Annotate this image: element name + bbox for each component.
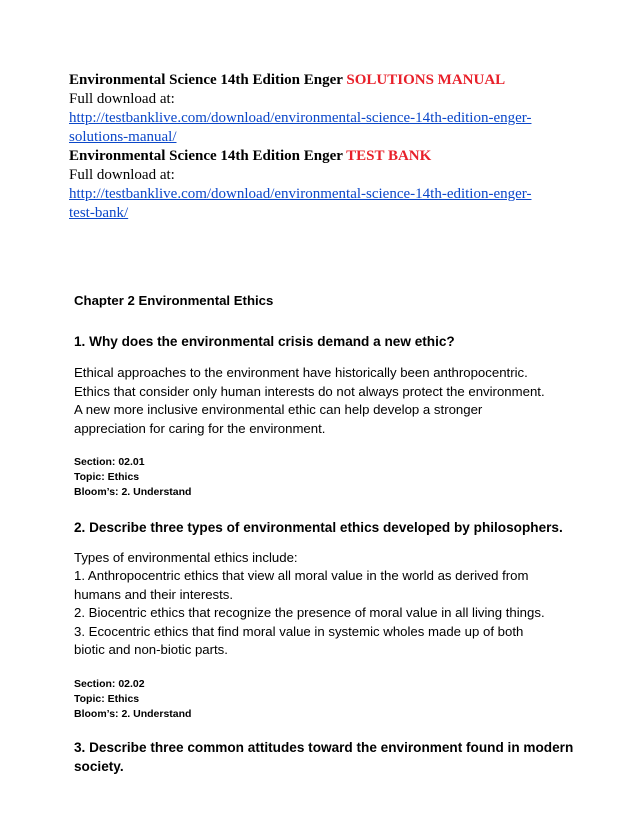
answer-line: 2. Biocentric ethics that recognize the presence of moral value in all living things. bbox=[74, 605, 545, 620]
blooms-label: Bloom’s: 2. Understand bbox=[74, 707, 192, 720]
answer-line: 3. Ecocentric ethics that find moral value in systemic wholes made up of both bbox=[74, 623, 524, 639]
question-line: society. bbox=[74, 759, 124, 774]
download-header bbox=[69, 71, 589, 223]
solutions-manual-link-line-1[interactable]: http://testbanklive.com/download/environmental-science-14th-edition-enger- bbox=[69, 110, 532, 126]
answer-1 bbox=[74, 364, 574, 438]
metadata-2 bbox=[74, 677, 574, 722]
solutions-manual-link-line-2[interactable]: solutions-manual/ bbox=[69, 129, 177, 145]
answer-line: 1. Anthropocentric ethics that view all moral value in the world as derived from bbox=[74, 568, 529, 583]
answer-line: biotic and non-biotic parts. bbox=[74, 642, 228, 657]
chapter-title: Chapter 2 Environmental Ethics bbox=[74, 293, 274, 308]
answer-line: Ethical approaches to the environment have historically been anthropocentric. bbox=[74, 365, 528, 380]
metadata-1 bbox=[74, 455, 574, 500]
answer-line: A new more inclusive environmental ethic can help develop a stronger bbox=[74, 402, 483, 417]
answer-line: appreciation for caring for the environment. bbox=[74, 420, 326, 436]
answer-line: humans and their interests. bbox=[74, 586, 234, 602]
test-bank-title bbox=[69, 147, 589, 166]
topic-label: Topic: Ethics bbox=[74, 692, 140, 705]
book-title: Environmental Science 14th Edition Enger bbox=[69, 148, 343, 164]
answer-line: Types of environmental ethics include: bbox=[74, 549, 298, 565]
test-bank-tag: TEST BANK bbox=[346, 148, 432, 164]
topic-label: Topic: Ethics bbox=[74, 471, 140, 483]
question-3 bbox=[74, 738, 574, 777]
book-title: Environmental Science 14th Edition Enger bbox=[69, 72, 343, 88]
question-line: 3. Describe three common attitudes toward the environment found in modern bbox=[74, 739, 574, 755]
question-2: 2. Describe three types of environmental ethics developed by philosophers. bbox=[74, 520, 563, 535]
answer-2 bbox=[74, 549, 574, 660]
section-label: Section: 02.01 bbox=[74, 456, 145, 468]
download-label: Full download at: bbox=[69, 167, 175, 183]
solutions-manual-tag: SOLUTIONS MANUAL bbox=[346, 72, 506, 88]
section-label: Section: 02.02 bbox=[74, 677, 145, 690]
solutions-manual-title bbox=[69, 71, 589, 90]
answer-line: Ethics that consider only human interests do not always protect the environment. bbox=[74, 383, 545, 399]
test-bank-link-line-2[interactable]: test-bank/ bbox=[69, 205, 129, 221]
document-body bbox=[74, 292, 574, 777]
question-1: 1. Why does the environmental crisis demand a new ethic? bbox=[74, 333, 455, 349]
blooms-label: Bloom’s: 2. Understand bbox=[74, 486, 192, 498]
download-label: Full download at: bbox=[69, 91, 175, 107]
test-bank-link-line-1[interactable]: http://testbanklive.com/download/environmental-science-14th-edition-enger- bbox=[69, 186, 532, 202]
